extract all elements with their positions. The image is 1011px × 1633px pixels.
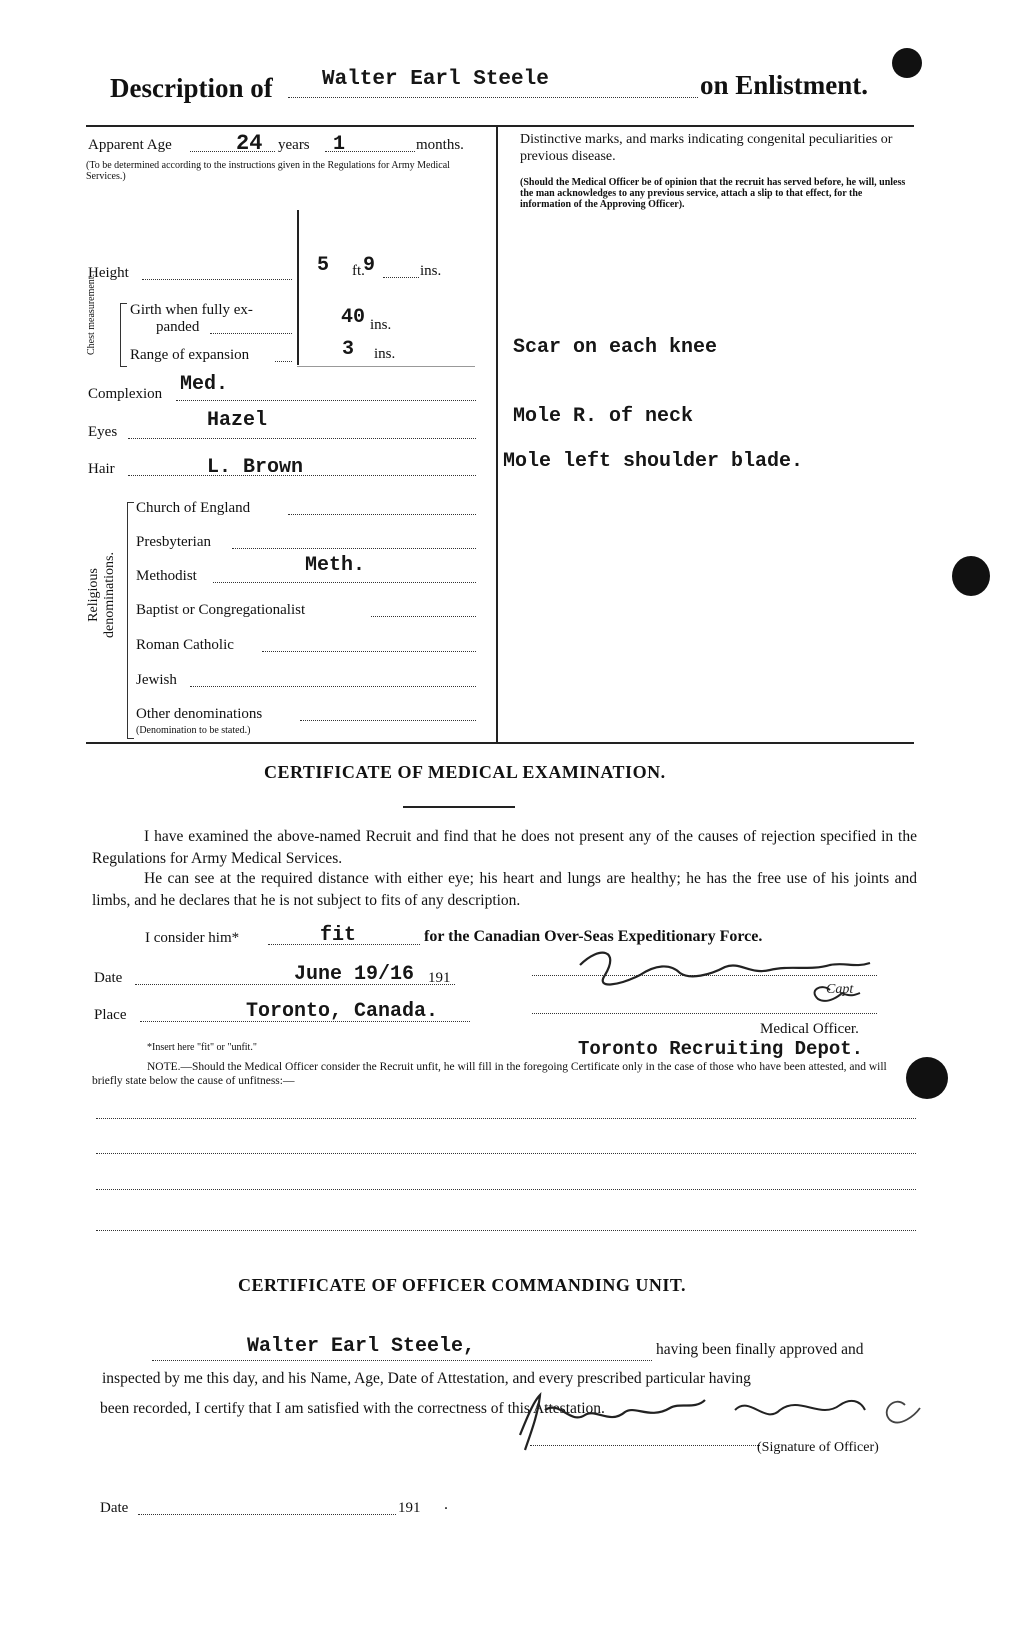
range-label: Range of expansion: [130, 347, 250, 363]
months-word: months.: [416, 137, 464, 153]
medical-heading-underline: [403, 806, 515, 808]
religion-label-line2: denominations.: [102, 552, 117, 638]
unfitness-line: [96, 1118, 916, 1119]
commanding-date-end-dot: .: [444, 1496, 448, 1513]
medical-para1: I have examined the above-named Recruit and find that he does not present any of the causes of rejection specified in the Regulations for Army Medical Services.: [92, 828, 917, 867]
years-word: years: [278, 137, 310, 153]
hair-label: Hair: [88, 461, 115, 477]
age-years-value: 24: [236, 131, 263, 156]
unfitness-line: [96, 1153, 916, 1154]
religion-methodist-value: Meth.: [305, 554, 366, 577]
signature-label: (Signature of Officer): [757, 1440, 879, 1455]
eyes-value: Hazel: [207, 409, 268, 432]
religion-vertical-label: [86, 540, 118, 650]
column-divider: [496, 126, 498, 742]
title-prefix: Description of: [110, 73, 273, 103]
title-dotted-line: [288, 97, 698, 98]
religion-dotted-line: [371, 616, 476, 617]
height-in-value: 9: [363, 254, 376, 277]
marks-heading: Distinctive marks, and marks indicating congenital peculiarities or previous disease.: [520, 132, 893, 164]
chest-label: Chest measurement.: [86, 273, 97, 355]
religion-dotted-line: [262, 651, 476, 652]
height-label: Height: [88, 265, 129, 281]
religion-jewish: Jewish: [136, 672, 177, 688]
commanding-line3: been recorded, I certify that I am satisfied with the correctness of this Attestation.: [100, 1400, 605, 1417]
months-dotted-line: [325, 151, 415, 152]
punch-hole: [952, 556, 990, 596]
mark-1: Scar on each knee: [513, 336, 718, 359]
measure-box-left: [297, 210, 299, 365]
ins-dotted-line: [383, 277, 419, 278]
marks-note: (Should the Medical Officer be of opinion that the recruit has served before, he will, unless the man acknowledges to any previous service, attach a slip to that effect, for the information of the Approving Officer).: [520, 177, 906, 210]
religion-presbyterian: Presbyterian: [136, 534, 211, 550]
commanding-date-label: Date: [100, 1500, 129, 1516]
officer-signature-line: [530, 1445, 760, 1446]
commanding-recruit-name: Walter Earl Steele,: [247, 1335, 476, 1358]
commanding-date-line: [138, 1514, 396, 1515]
ins-word: ins.: [420, 263, 442, 279]
ft-word: ft.: [352, 263, 365, 279]
religion-baptist: Baptist or Congregationalist: [136, 602, 306, 618]
age-months-value: 1: [333, 133, 346, 156]
unfitness-line: [96, 1189, 916, 1190]
insert-note: *Insert here "fit" or "unfit.": [147, 1042, 257, 1053]
commanding-date-year: 191: [398, 1500, 421, 1516]
medical-note: NOTE.—Should the Medical Officer consider the Recruit unfit, he will fill in the foregoing Certificate only in the case of those who have been attested, and will briefly state below the cause of unfitness:—: [92, 1061, 887, 1087]
age-note: (To be determined according to the instructions given in the Regulations for Army Medical Services.): [86, 160, 450, 182]
religion-dotted-line: [288, 514, 476, 515]
denomination-note: (Denomination to be stated.): [136, 725, 251, 736]
religion-bracket: [127, 502, 134, 739]
commanding-heading: CERTIFICATE OF OFFICER COMMANDING UNIT.: [238, 1275, 687, 1295]
religion-dotted-line: [213, 582, 476, 583]
consider-value: fit: [320, 924, 357, 947]
religion-dotted-line: [300, 720, 476, 721]
religion-other: Other denominations: [136, 706, 263, 722]
mark-2: Mole R. of neck: [513, 405, 694, 428]
complexion-dotted-line: [176, 400, 476, 401]
commanding-name-line: [152, 1360, 652, 1361]
girth-label-2: panded: [156, 319, 200, 335]
consider-suffix: for the Canadian Over-Seas Expeditionary Force.: [424, 928, 763, 945]
height-ft-value: 5: [317, 254, 330, 277]
date-value: June 19/16: [294, 963, 415, 986]
signer-rank: Capt: [826, 982, 854, 997]
religion-church-of-england: Church of England: [136, 500, 251, 516]
girth-value: 40: [341, 306, 366, 329]
age-label: Apparent Age: [88, 137, 172, 153]
depot: Toronto Recruiting Depot.: [578, 1038, 864, 1060]
girth-unit: ins.: [370, 317, 392, 333]
consider-label: I consider him*: [145, 930, 240, 946]
place-label: Place: [94, 1007, 127, 1023]
girth-label: Girth when fully ex-: [130, 302, 253, 318]
complexion-label: Complexion: [88, 386, 163, 402]
range-unit: ins.: [374, 346, 396, 362]
punch-hole: [892, 48, 922, 78]
girth-dotted-line: [210, 333, 292, 334]
eyes-dotted-line: [128, 438, 476, 439]
commanding-officer-signature: [500, 1380, 980, 1455]
range-value: 3: [342, 338, 355, 361]
medical-para2: He can see at the required distance with either eye; his heart and lungs are healthy; he has the free use of his joints and limbs, and he declares that he is not subject to fits of any description.: [92, 870, 917, 909]
date-label: Date: [94, 970, 123, 986]
chest-bracket: [120, 303, 127, 367]
title-suffix: on Enlistment.: [700, 70, 869, 100]
eyes-label: Eyes: [88, 424, 118, 440]
religion-dotted-line: [232, 548, 476, 549]
unfitness-line: [96, 1230, 916, 1231]
commanding-line2: inspected by me this day, and his Name, Age, Date of Attestation, and every prescribed particular having: [102, 1370, 751, 1387]
complexion-value: Med.: [180, 373, 229, 396]
height-dotted-line: [142, 279, 292, 280]
medical-officer-signature: [560, 935, 900, 1015]
date-year: 191: [428, 970, 451, 986]
religion-methodist: Methodist: [136, 568, 197, 584]
range-dotted-line: [275, 361, 292, 362]
mark-3: Mole left shoulder blade.: [503, 450, 804, 473]
place-value: Toronto, Canada.: [246, 1000, 439, 1023]
officer-title: Medical Officer.: [760, 1021, 859, 1037]
commanding-line1-suffix: having been finally approved and: [656, 1341, 864, 1358]
religion-label-line1: Religious: [86, 568, 101, 622]
medical-heading: CERTIFICATE OF MEDICAL EXAMINATION.: [264, 762, 666, 782]
religion-dotted-line: [190, 686, 476, 687]
top-rule: [86, 125, 914, 127]
religion-roman-catholic: Roman Catholic: [136, 637, 234, 653]
hair-value: L. Brown: [207, 456, 304, 479]
measure-box-bottom: [297, 366, 475, 367]
header-recruit-name: Walter Earl Steele: [322, 68, 549, 91]
section-rule: [86, 742, 914, 744]
